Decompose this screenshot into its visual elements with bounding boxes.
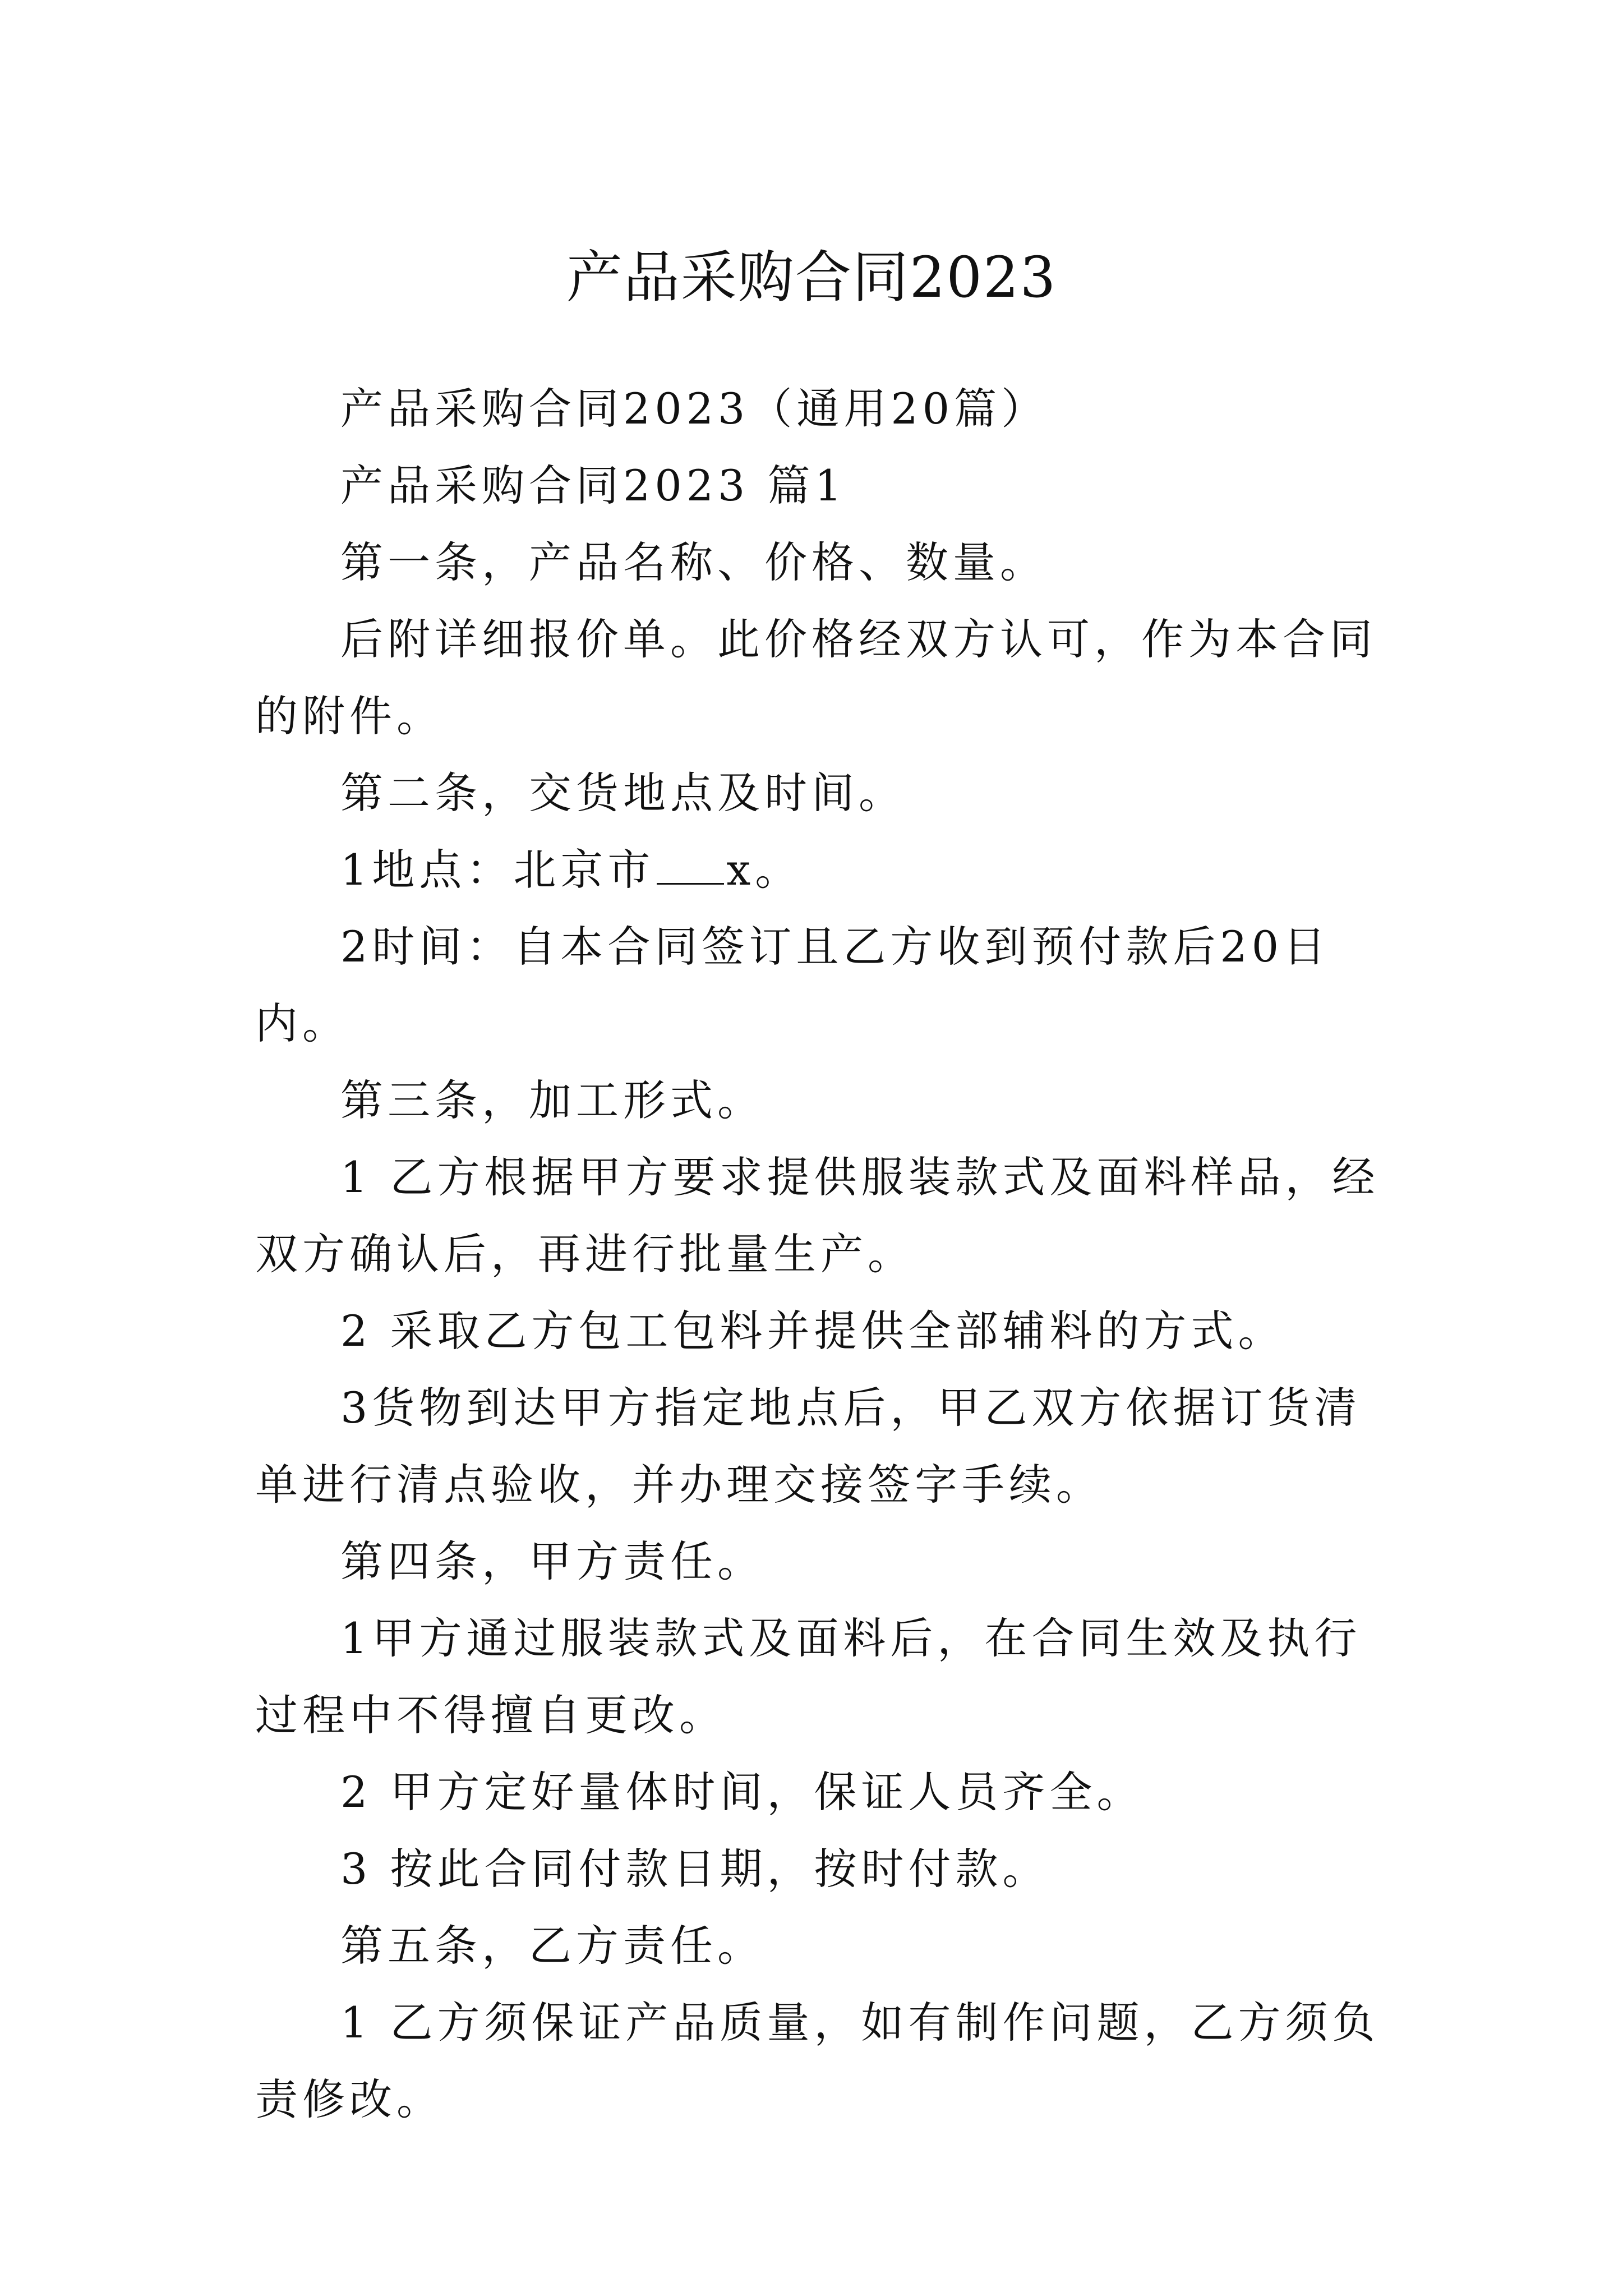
location-suffix: x。 [726, 845, 803, 895]
paragraph-processing-1: 1 乙方根据甲方要求提供服装款式及面料样品，经双方确认后，再进行批量生产。 [255, 1152, 1380, 1279]
paragraph-clause-2: 第二条，交货地点及时间。 [340, 768, 906, 818]
paragraph-party-a-2: 2 甲方定好量体时间，保证人员齐全。 [340, 1767, 1144, 1817]
document-body [255, 370, 1388, 2138]
paragraph-clause-1: 第一条，产品名称、价格、数量。 [340, 537, 1047, 587]
paragraph-delivery-time: 2时间：自本合同签订且乙方收到预付款后20日内。 [255, 922, 1331, 1048]
paragraph-party-a-3: 3 按此合同付款日期，按时付款。 [340, 1844, 1050, 1894]
paragraph-processing-2: 2 采取乙方包工包料并提供全部辅料的方式。 [340, 1306, 1285, 1356]
paragraph-processing-3: 3货物到达甲方指定地点后，甲乙双方依据订货清单进行清点验收，并办理交接签字手续。 [255, 1383, 1362, 1510]
paragraph-subtitle: 产品采购合同2023（通用20篇） [340, 384, 1049, 434]
paragraph-party-b-1: 1 乙方须保证产品质量，如有制作问题，乙方须负责修改。 [255, 1998, 1380, 2124]
paragraph-article-heading: 产品采购合同2023 篇1 [340, 461, 846, 510]
paragraph-party-a-1: 1甲方通过服装款式及面料后，在合同生效及执行过程中不得擅自更改。 [255, 1613, 1362, 1740]
paragraph-clause-4: 第四条，甲方责任。 [340, 1536, 764, 1586]
paragraph-location [255, 831, 1388, 908]
paragraph-clause-5: 第五条，乙方责任。 [340, 1921, 764, 1971]
location-prefix: 1地点：北京市 [340, 845, 655, 895]
blank-underline [657, 848, 724, 885]
document-title: 产品采购合同2023 [566, 245, 1057, 310]
paragraph-price-note: 后附详细报价单。此价格经双方认可，作为本合同的附件。 [255, 614, 1377, 741]
paragraph-clause-3: 第三条，加工形式。 [340, 1075, 764, 1125]
